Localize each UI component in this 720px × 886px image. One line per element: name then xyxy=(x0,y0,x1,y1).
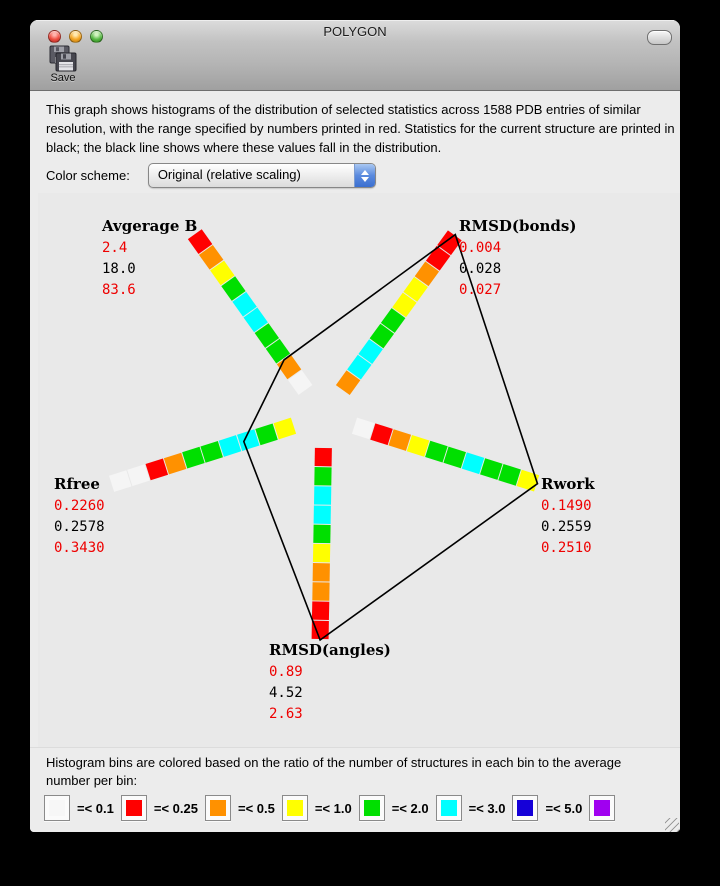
histogram-bin-segment xyxy=(409,443,426,449)
legend-color-swatch xyxy=(589,795,615,821)
histogram-bin-segment xyxy=(501,472,518,478)
histogram-bin-segment xyxy=(258,432,275,438)
legend-bin-label: =< 2.0 xyxy=(391,800,429,816)
legend-panel xyxy=(30,747,680,832)
axis-title: Rfree xyxy=(54,475,100,493)
histogram-bin-segment xyxy=(354,360,365,375)
histogram-bin-segment xyxy=(483,466,500,472)
histogram-bin-segment xyxy=(262,328,273,343)
legend-color-fill xyxy=(517,800,533,816)
histogram-bin-segment xyxy=(273,344,284,359)
color-scheme-label: Color scheme: xyxy=(46,168,130,183)
legend-bin-label: =< 3.0 xyxy=(468,800,506,816)
axis-title: RMSD(bonds) xyxy=(459,217,577,235)
axis-min-value: 0.89 xyxy=(269,664,303,680)
histogram-bin-segment xyxy=(221,443,238,449)
window-header xyxy=(30,20,680,91)
axis-min-value: 0.1490 xyxy=(541,498,592,514)
legend-color-fill xyxy=(364,800,380,816)
axis-current-value: 4.52 xyxy=(269,685,303,701)
popup-stepper-icon xyxy=(354,164,375,187)
color-scheme-selected-value: Original (relative scaling) xyxy=(157,167,301,182)
axis-current-value: 18.0 xyxy=(102,261,136,277)
description-text: This graph shows histograms of the distribution of selected statistics across 1588 PDB entries of similar resolution, with the range specified by numbers printed in red. Statistics for the current structure are printed in black; the black line shows where these values fall in the distribution. xyxy=(46,102,675,155)
histogram-bin-segment xyxy=(519,478,536,484)
resize-grip[interactable] xyxy=(665,818,679,832)
axis-current-value: 0.2578 xyxy=(54,519,105,535)
legend-color-swatch xyxy=(205,795,231,821)
histogram-bin-segment xyxy=(343,375,354,390)
legend-color-fill xyxy=(210,800,226,816)
axis-title: RMSD(angles) xyxy=(269,641,391,659)
legend-bin-label: =< 0.5 xyxy=(237,800,275,816)
histogram-bin-segment xyxy=(276,426,293,432)
legend-item xyxy=(589,795,615,821)
histogram-bin-segment xyxy=(428,449,445,455)
legend-color-swatch xyxy=(44,795,70,821)
content-area xyxy=(30,91,680,832)
histogram-bin-segment xyxy=(422,267,433,282)
histogram-bin-segment xyxy=(388,313,399,328)
histogram-bin-segment xyxy=(377,329,388,344)
histogram-bin-segment xyxy=(355,426,372,432)
axis-max-value: 0.3430 xyxy=(54,540,105,556)
save-button[interactable] xyxy=(44,45,82,84)
legend-color-swatch xyxy=(512,795,538,821)
histogram-bin-segment xyxy=(446,455,463,461)
app-window xyxy=(30,20,680,832)
legend-bin-label: =< 0.1 xyxy=(77,800,114,816)
histogram-bin-segment xyxy=(166,461,183,467)
histogram-bin-segment xyxy=(444,235,455,250)
histogram-bin-segment xyxy=(185,455,202,461)
legend-color-swatch xyxy=(121,795,147,821)
legend-color-fill xyxy=(441,800,457,816)
histogram-bin-segment xyxy=(203,449,220,455)
histogram-bin-segment xyxy=(228,281,239,296)
axis-current-value: 0.2559 xyxy=(541,519,592,535)
floppy-disk-icon xyxy=(48,45,78,72)
histogram-bin-segment xyxy=(464,461,481,467)
histogram-bin-segment xyxy=(365,344,376,359)
axis-label-rmsd-bonds xyxy=(459,217,576,301)
legend-color-fill xyxy=(287,800,303,816)
legend-color-fill xyxy=(49,800,65,816)
axis-min-value: 0.2260 xyxy=(54,498,105,514)
legend-color-fill xyxy=(126,800,142,816)
legend-item xyxy=(359,795,436,821)
histogram-bin-segment xyxy=(250,313,261,328)
legend-item xyxy=(282,795,359,821)
legend-item xyxy=(205,795,282,821)
legend-bin-label: =< 1.0 xyxy=(314,800,352,816)
axis-min-value: 0.004 xyxy=(459,240,502,256)
legend-row xyxy=(44,795,615,821)
axis-label-avgerage-b xyxy=(102,217,197,301)
histogram-bin-segment xyxy=(130,472,147,478)
legend-description-text: Histogram bins are colored based on the ratio of the number of structures in each bin to the average number per bin: xyxy=(46,755,622,788)
axis-current-value: 0.028 xyxy=(459,261,502,277)
axis-title: Rwork xyxy=(541,475,595,493)
histogram-bin-segment xyxy=(112,478,129,484)
legend-color-swatch xyxy=(282,795,308,821)
histogram-bin-segment xyxy=(239,297,250,312)
histogram-bin-segment xyxy=(373,432,390,438)
color-scheme-row xyxy=(46,163,376,188)
axis-min-value: 2.4 xyxy=(102,240,128,256)
legend-item xyxy=(44,795,121,821)
axis-label-rmsd-angles xyxy=(269,641,391,725)
window-title: POLYGON xyxy=(323,24,387,39)
axis-max-value: 0.027 xyxy=(459,282,502,298)
histogram-bin-segment xyxy=(240,437,257,443)
histogram-bin-segment xyxy=(399,298,410,313)
axis-max-value: 83.6 xyxy=(102,282,136,298)
axis-label-rwork xyxy=(541,475,595,559)
axis-max-value: 2.63 xyxy=(269,706,303,722)
toolbar-toggle-pill-button[interactable] xyxy=(647,30,672,45)
legend-item xyxy=(121,795,205,821)
histogram-bin-segment xyxy=(391,437,408,443)
legend-color-swatch xyxy=(359,795,385,821)
histogram-bin-segment xyxy=(148,467,165,473)
polygon-plot xyxy=(38,193,680,748)
legend-bin-label: =< 5.0 xyxy=(545,800,583,816)
histogram-bin-segment xyxy=(410,282,421,297)
histogram-bin-segment xyxy=(206,250,217,265)
histogram-bin-segment xyxy=(217,266,228,281)
legend-bin-label: =< 0.25 xyxy=(153,800,198,816)
axis-max-value: 0.2510 xyxy=(541,540,592,556)
histogram-bin-segment xyxy=(433,251,444,266)
axis-title: Avgerage B xyxy=(102,217,198,235)
legend-item xyxy=(512,795,589,821)
legend-color-swatch xyxy=(436,795,462,821)
save-button-label: Save xyxy=(50,72,76,84)
histogram-bin-segment xyxy=(284,359,295,374)
axis-label-rfree xyxy=(54,475,105,559)
histogram-bin-segment xyxy=(295,375,306,390)
color-scheme-popup[interactable] xyxy=(148,163,376,188)
legend-color-fill xyxy=(594,800,610,816)
legend-item xyxy=(436,795,513,821)
